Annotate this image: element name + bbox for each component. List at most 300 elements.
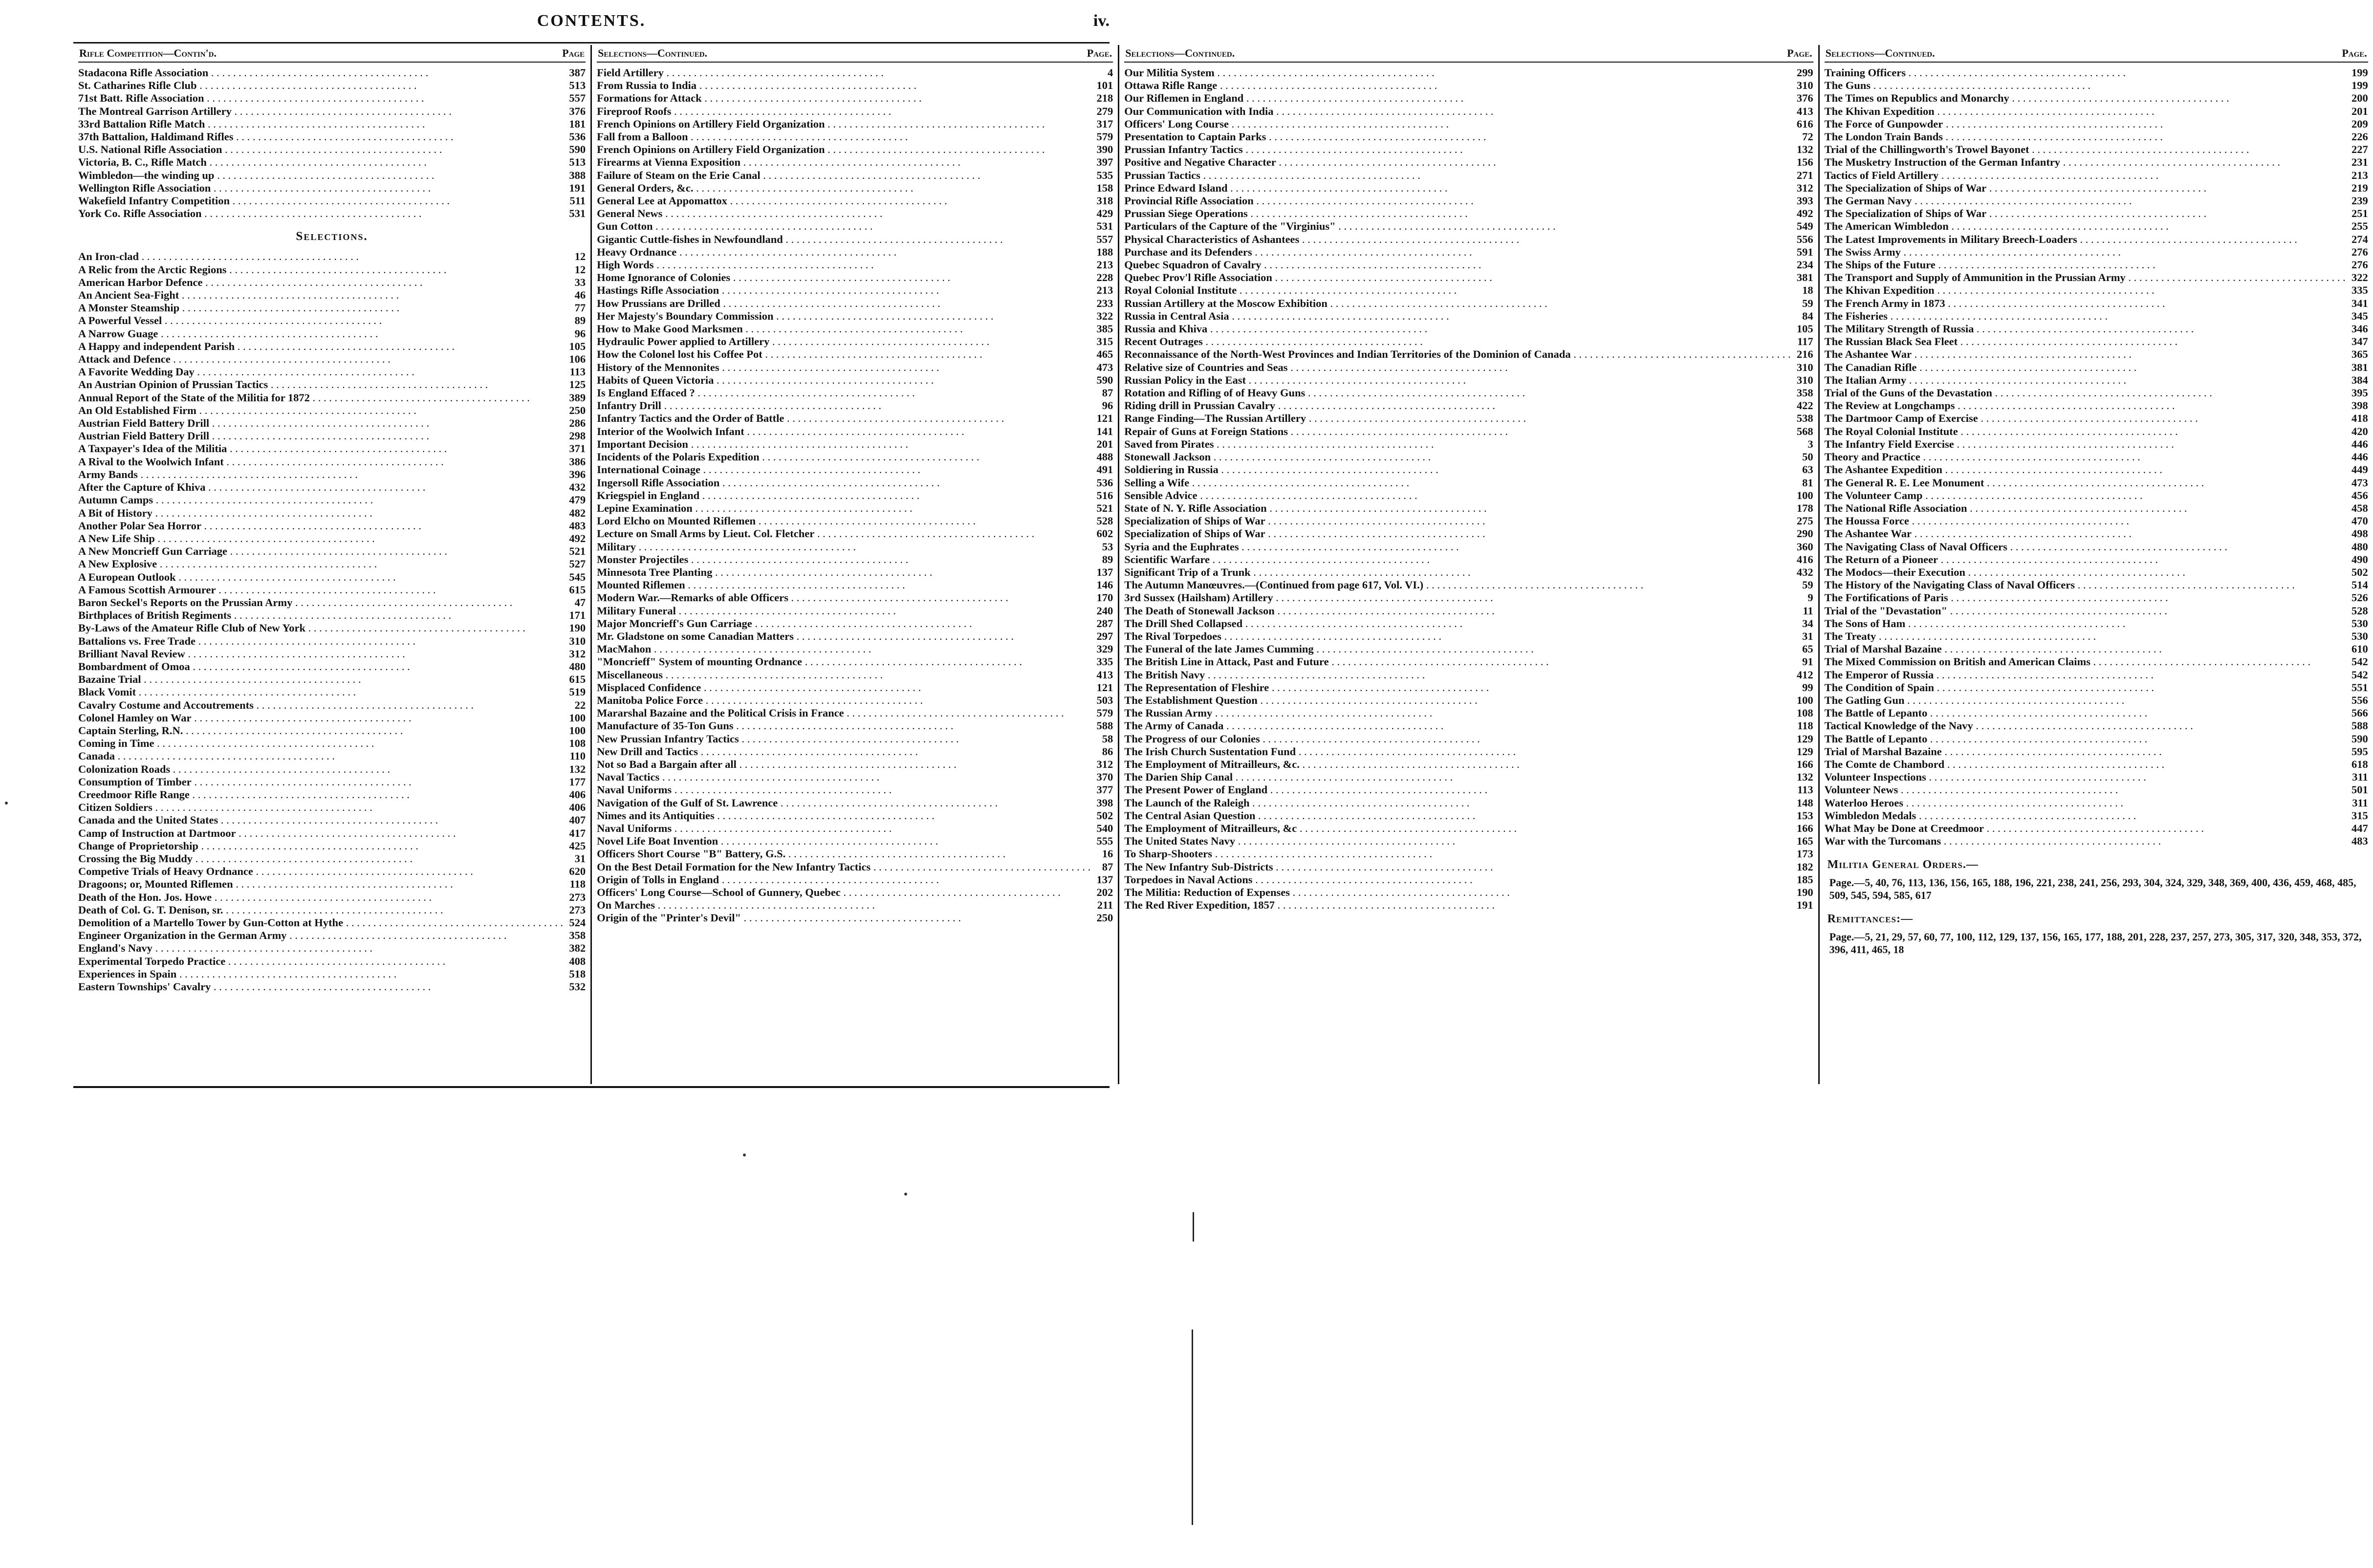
entry-page: 615 (569, 583, 586, 596)
entry-title: Major Moncrieff's Gun Carriage . . . (597, 617, 1090, 630)
contents-entry (1825, 605, 2368, 617)
contents-entry (1124, 848, 1813, 860)
entry-title: MacMahon . . . (597, 643, 1090, 655)
contents-entry (78, 520, 586, 532)
entry-page: 290 (1796, 527, 1813, 540)
contents-entry (597, 387, 1113, 399)
contents-entry (1825, 297, 2368, 310)
entry-page: 595 (2351, 745, 2368, 758)
contents-entry (78, 660, 586, 673)
entry-title: Trial of Marshal Bazaine . . . (1825, 643, 2346, 655)
contents-entry (1825, 66, 2368, 79)
entry-title: Her Majesty's Boundary Commission . . . (597, 310, 1090, 323)
entry-page: 219 (2351, 181, 2368, 194)
column-heading-title: Selections—Continued. (1125, 47, 1235, 59)
entry-title: The Review at Longchamps . . . (1825, 399, 2346, 412)
entry-title: "Moncrieff" System of mounting Ordnance . . . (597, 655, 1090, 668)
entry-title: The Rival Torpedoes . . . (1124, 630, 1790, 643)
entry-title: Crossing the Big Muddy . . . (78, 852, 563, 865)
entry-page: 146 (1096, 579, 1113, 591)
entry-page: 470 (2351, 515, 2368, 527)
entry-title: Specialization of Ships of War . . . (1124, 527, 1790, 540)
entry-title: A New Life Ship . . . (78, 532, 563, 545)
contents-entry (78, 571, 586, 584)
entry-page: 395 (2351, 387, 2368, 399)
entry-title: Colonel Hamley on War . . . (78, 712, 563, 724)
entry-page: 447 (2351, 822, 2368, 834)
entry-title: Black Vomit . . . (78, 686, 563, 698)
entry-page: 370 (1096, 771, 1113, 784)
entry-title: International Coinage . . . (597, 463, 1090, 476)
entry-title: Wellington Rifle Association . . . (78, 182, 563, 195)
section-title: Selections. (296, 230, 368, 243)
entry-title: 33rd Battalion Rifle Match . . . (78, 118, 563, 131)
contents-entry (1825, 451, 2368, 463)
entry-title: Selling a Wife . . . (1124, 477, 1790, 489)
entry-title: The London Train Bands . . . (1825, 131, 2346, 143)
contents-entry (1825, 527, 2368, 540)
entry-title: Trial of Marshal Bazaine . . . (1825, 745, 2346, 758)
entry-title: Wimbledon—the winding up . . . (78, 169, 563, 182)
entry-page: 406 (569, 801, 586, 814)
entry-page: 528 (1096, 515, 1113, 527)
entry-title: The Funeral of the late James Cumming . . . (1124, 643, 1790, 655)
contents-entry (1124, 527, 1813, 540)
entry-title: By-Laws of the Amateur Rifle Club of New York . . . (78, 622, 563, 634)
entry-page: 360 (1796, 540, 1813, 553)
entry-title: The Force of Gunpowder . . . (1825, 118, 2346, 131)
contents-entry (597, 143, 1113, 156)
entry-title: Habits of Queen Victoria . . . (597, 374, 1090, 387)
entry-page: 311 (2352, 771, 2368, 784)
entry-title: Ingersoll Rifle Association . . . (597, 477, 1090, 489)
entry-page: 227 (2351, 143, 2368, 156)
contents-entry (1825, 719, 2368, 732)
contents-entry (1124, 771, 1813, 784)
entry-title: The Volunteer Camp . . . (1825, 489, 2346, 502)
contents-entry (78, 207, 586, 220)
entry-page: 240 (1096, 604, 1113, 617)
entry-title: Waterloo Heroes . . . (1825, 797, 2346, 809)
entry-page: 188 (1096, 245, 1113, 258)
entry-page: 491 (1096, 463, 1113, 476)
contents-entry (1825, 169, 2368, 182)
entry-title: Lord Elcho on Mounted Riflemen . . . (597, 515, 1090, 527)
entry-page: 492 (569, 532, 586, 544)
entry-page: 387 (569, 66, 586, 79)
entry-page: 381 (2351, 361, 2368, 373)
entry-page: 132 (1796, 143, 1813, 156)
contents-entry (78, 340, 586, 353)
entry-page: 542 (2351, 668, 2368, 681)
contents-entry (1825, 489, 2368, 502)
entry-title: The Guns . . . (1825, 79, 2346, 92)
column-heading-title: Rifle Competition—Contin'd. (79, 47, 217, 59)
contents-entry (1124, 617, 1813, 630)
entry-page: 502 (1096, 809, 1113, 822)
entry-title: Range Finding—The Russian Artillery . . . (1124, 412, 1790, 425)
entry-page: 59 (1802, 579, 1813, 591)
entry-page: 312 (1096, 758, 1113, 770)
entry-title: Home Ignorance of Colonies . . . (597, 271, 1090, 284)
contents-entry (78, 468, 586, 481)
column-heading (597, 45, 1113, 63)
entry-title: High Words . . . (597, 259, 1090, 271)
entry-page: 46 (574, 289, 586, 302)
entry-title: The Establishment Question . . . (1124, 694, 1790, 707)
entry-page: 158 (1096, 181, 1113, 194)
entry-title: Infantry Drill . . . (597, 399, 1090, 412)
contents-entry (1124, 66, 1813, 79)
contents-entry (1825, 694, 2368, 707)
entry-title: The Representation of Fleshire . . . (1124, 681, 1790, 694)
entry-title: French Opinions on Artillery Field Organization . . . (597, 143, 1090, 156)
entry-page: 255 (2351, 220, 2368, 233)
entry-title: Provincial Rifle Association . . . (1124, 195, 1790, 207)
column-heading-title: Selections—Continued. (1825, 47, 1935, 59)
entry-page: 156 (1796, 156, 1813, 169)
entry-title: York Co. Rifle Association . . . (78, 207, 563, 220)
contents-entry (597, 719, 1113, 732)
entry-page: 273 (569, 903, 586, 916)
entry-page: 422 (1796, 399, 1813, 412)
entry-page: 101 (1096, 79, 1113, 92)
entry-title: The Fisheries . . . (1825, 310, 2346, 323)
entry-page: 106 (569, 353, 586, 366)
contents-entry (78, 481, 586, 494)
entry-title: The Comte de Chambord . . . (1825, 758, 2346, 771)
contents-entry (597, 66, 1113, 79)
entry-page: 9 (1807, 591, 1813, 604)
entry-title: Wimbledon Medals . . . (1825, 809, 2346, 822)
contents-entry (597, 797, 1113, 809)
entry-title: An Iron-clad . . . (78, 250, 563, 263)
entry-title: Trial of the "Devastation" . . . (1825, 605, 2346, 617)
contents-entry (78, 916, 586, 929)
entry-page: 579 (1096, 707, 1113, 719)
entry-page: 182 (1796, 860, 1813, 873)
entry-page: 393 (1796, 195, 1813, 207)
entry-title: The Ashantee War . . . (1825, 527, 2346, 540)
contents-entry (78, 763, 586, 776)
entry-page: 165 (1796, 835, 1813, 848)
contents-entry (597, 399, 1113, 412)
entry-title: The Darien Ship Canal . . . (1124, 771, 1790, 784)
entry-title: Rotation and Rifling of of Heavy Guns . . . (1124, 387, 1790, 399)
entry-title: The General R. E. Lee Monument . . . (1825, 477, 2346, 489)
contents-entry (1124, 118, 1813, 131)
entry-title: The Latest Improvements in Military Breech-Loaders . . . (1825, 233, 2346, 246)
entry-page: 108 (569, 737, 586, 750)
entry-page: 233 (1096, 297, 1113, 309)
entry-page: 417 (569, 827, 586, 839)
entry-title: Reconnaissance of the North-West Provinces and Indian Territories of the Dominion of Canada . . . (1124, 348, 1790, 361)
entry-page: 298 (569, 430, 586, 442)
contents-entry (1825, 425, 2368, 438)
entry-title: 71st Batt. Rifle Association . . . (78, 92, 563, 105)
entry-title: The British Navy . . . (1124, 669, 1790, 681)
contents-entry (78, 169, 586, 182)
entry-page: 521 (569, 545, 586, 558)
contents-entry (597, 451, 1113, 463)
entry-page: 84 (1802, 309, 1813, 322)
contents-entry (597, 463, 1113, 476)
entry-title: Colonization Roads . . . (78, 763, 563, 776)
entry-title: The Swiss Army . . . (1825, 246, 2346, 259)
contents-entry (78, 712, 586, 724)
entry-title: Torpedoes in Naval Actions . . . (1124, 873, 1790, 886)
entry-title: Our Communication with India . . . (1124, 105, 1790, 118)
entry-title: The New Infantry Sub-Districts . . . (1124, 861, 1790, 873)
entry-page: 390 (1096, 143, 1113, 156)
contents-entry (597, 477, 1113, 489)
entry-page: 588 (2351, 719, 2368, 732)
entry-page: 12 (574, 263, 586, 276)
contents-entry (1124, 233, 1813, 246)
entry-page: 213 (2351, 169, 2368, 181)
contents-entry (597, 707, 1113, 719)
entry-title: How the Colonel lost his Coffee Pot . . . (597, 348, 1090, 361)
contents-entry (1124, 707, 1813, 719)
entry-page: 329 (1096, 643, 1113, 655)
entry-title: The German Navy . . . (1825, 195, 2346, 207)
contents-entry (597, 374, 1113, 387)
entry-title: A New Moncrieff Gun Carriage . . . (78, 545, 563, 558)
entry-title: Captain Sterling, R.N. . . . (78, 724, 563, 737)
entry-title: Russian Artillery at the Moscow Exhibition . . . (1124, 297, 1790, 310)
entry-page: 99 (1802, 681, 1813, 694)
entry-title: Firearms at Vienna Exposition . . . (597, 156, 1090, 169)
entry-title: Manitoba Police Force . . . (597, 694, 1090, 707)
entry-page: 545 (569, 570, 586, 583)
entry-page: 311 (2352, 796, 2368, 809)
entry-page: 376 (569, 105, 586, 117)
contents-column (592, 45, 1119, 1084)
entry-title: Change of Proprietorship . . . (78, 840, 563, 852)
entry-page: 191 (569, 181, 586, 194)
entry-title: Mounted Riflemen . . . (597, 579, 1090, 591)
entry-page: 11 (1803, 604, 1813, 617)
contents-entry (1825, 617, 2368, 630)
entry-title: A European Outlook . . . (78, 571, 563, 584)
entry-title: A Rival to the Woolwich Infant . . . (78, 456, 563, 468)
entry-title: French Opinions on Artillery Field Organization . . . (597, 118, 1090, 131)
contents-entry (1825, 207, 2368, 220)
entry-title: Not so Bad a Bargain after all . . . (597, 758, 1090, 771)
entry-page: 519 (569, 686, 586, 698)
contents-entry (78, 392, 586, 404)
entry-title: Specialization of Ships of War . . . (1124, 515, 1790, 527)
entry-title: A Famous Scottish Armourer . . . (78, 584, 563, 596)
entry-title: The Central Asian Question . . . (1124, 809, 1790, 822)
entry-page: 526 (2351, 591, 2368, 604)
entry-page: 166 (1796, 758, 1813, 770)
entry-title: The French Army in 1873 . . . (1825, 297, 2346, 310)
contents-entry (1124, 451, 1813, 463)
entry-title: Minnesota Tree Planting . . . (597, 566, 1090, 579)
entry-page: 480 (2351, 540, 2368, 553)
entry-page: 590 (2351, 732, 2368, 745)
entry-title: Royal Colonial Institute . . . (1124, 284, 1790, 297)
contents-entry (1124, 220, 1813, 233)
entry-title: Monster Projectiles . . . (597, 553, 1090, 566)
entry-title: Birthplaces of British Regiments . . . (78, 609, 563, 622)
entry-title: New Drill and Tactics . . . (597, 745, 1090, 758)
entry-title: Stonewall Jackson . . . (1124, 451, 1790, 463)
contents-entry (597, 207, 1113, 220)
entry-title: Mr. Gladstone on some Canadian Matters . . . (597, 630, 1090, 643)
entry-title: The Launch of the Raleigh . . . (1124, 797, 1790, 809)
entry-page: 81 (1802, 476, 1813, 489)
contents-entry (1825, 284, 2368, 297)
entry-title: The Russian Army . . . (1124, 707, 1790, 719)
entry-page: 341 (2351, 297, 2368, 309)
entry-title: Fireproof Roofs . . . (597, 105, 1090, 118)
contents-entry (78, 865, 586, 878)
entry-title: The Autumn Manœuvres.—(Continued from page 617, Vol. VI.) . . . (1124, 579, 1790, 591)
contents-entry (1825, 143, 2368, 156)
entry-page: 315 (1096, 335, 1113, 348)
entry-page: 345 (2351, 309, 2368, 322)
contents-entry (597, 591, 1113, 604)
contents-entry (1825, 579, 2368, 591)
entry-page: 381 (1796, 271, 1813, 284)
entry-title: Volunteer Inspections . . . (1825, 771, 2346, 784)
entry-page: 473 (1096, 361, 1113, 373)
entry-page: 528 (2351, 604, 2368, 617)
entry-page: 132 (1796, 771, 1813, 784)
entry-title: What May be Done at Creedmoor . . . (1825, 822, 2346, 835)
entry-title: Creedmoor Rifle Range . . . (78, 788, 563, 801)
contents-entry (1124, 438, 1813, 451)
entry-page: 568 (1796, 425, 1813, 437)
contents-entry (1124, 655, 1813, 668)
entry-page: 376 (1796, 92, 1813, 105)
entry-title: Tactics of Field Artillery . . . (1825, 169, 2346, 182)
contents-entry (1825, 643, 2368, 655)
entry-title: The Return of a Pioneer . . . (1825, 553, 2346, 566)
contents-entry (597, 438, 1113, 451)
entry-title: War with the Turcomans . . . (1825, 835, 2346, 848)
contents-entry (1124, 246, 1813, 259)
entry-page: 418 (2351, 412, 2368, 425)
entry-page: 384 (2351, 373, 2368, 386)
contents-entry (1825, 387, 2368, 399)
entry-page: 170 (1096, 591, 1113, 604)
contents-entry (1124, 822, 1813, 835)
contents-entry (1124, 873, 1813, 886)
entry-title: Positive and Negative Character . . . (1124, 156, 1790, 169)
contents-entry (78, 545, 586, 558)
contents-entry (78, 840, 586, 852)
entry-page: 177 (569, 775, 586, 788)
contents-entry (597, 246, 1113, 259)
entry-page: 557 (569, 92, 586, 105)
entry-title: History of the Mennonites . . . (597, 361, 1090, 374)
entry-page: 100 (1796, 694, 1813, 706)
entry-page: 201 (1096, 437, 1113, 450)
entry-title: The Employment of Mitrailleurs, &c . . . (1124, 822, 1790, 835)
contents-entry (78, 814, 586, 827)
entry-title: The Condition of Spain . . . (1825, 681, 2346, 694)
entry-title: Scientific Warfare . . . (1124, 553, 1790, 566)
contents-entry (597, 899, 1113, 912)
entry-title: Navigation of the Gulf of St. Lawrence . . . (597, 797, 1090, 809)
contents-entry (1825, 195, 2368, 207)
entry-title: Our Riflemen in England . . . (1124, 92, 1790, 105)
contents-entry (78, 302, 586, 314)
contents-entry (1124, 733, 1813, 745)
entry-title: The Musketry Instruction of the German Infantry . . . (1825, 156, 2346, 169)
contents-entry (1825, 233, 2368, 246)
entry-title: The Houssa Force . . . (1825, 515, 2346, 527)
entry-title: The Italian Army . . . (1825, 374, 2346, 387)
entry-page: 234 (1796, 259, 1813, 271)
contents-entry (597, 655, 1113, 668)
contents-entry (1825, 681, 2368, 694)
contents-entry (78, 276, 586, 289)
contents-entry (78, 532, 586, 545)
contents-entry (78, 776, 586, 788)
entry-title: Misplaced Confidence . . . (597, 681, 1090, 694)
entry-page: 480 (569, 660, 586, 673)
entry-page: 413 (1096, 668, 1113, 681)
contents-entry (1825, 502, 2368, 515)
entry-title: Naval Uniforms . . . (597, 784, 1090, 796)
entry-title: After the Capture of Khiva . . . (78, 481, 563, 494)
entry-page: 100 (569, 724, 586, 737)
entry-page: 72 (1802, 131, 1813, 143)
entry-title: The Specialization of Ships of War . . . (1825, 207, 2346, 220)
entry-title: Cavalry Costume and Accoutrements . . . (78, 699, 563, 712)
entry-page: 89 (1102, 553, 1113, 566)
entry-title: Significant Trip of a Trunk . . . (1124, 566, 1790, 579)
entry-page: 274 (2351, 233, 2368, 245)
entry-page: 365 (2351, 348, 2368, 361)
entry-title: England's Navy . . . (78, 942, 563, 955)
contents-entry (1825, 374, 2368, 387)
entry-title: On Marches . . . (597, 899, 1090, 912)
contents-entry (1124, 745, 1813, 758)
contents-entry (1825, 412, 2368, 425)
entry-title: Eastern Townships' Cavalry . . . (78, 980, 563, 993)
entry-title: Gun Cotton . . . (597, 220, 1090, 233)
entry-page: 118 (1797, 719, 1813, 732)
entry-title: Russian Policy in the East . . . (1124, 374, 1790, 387)
contents-entry (1124, 463, 1813, 476)
bottom-rule (73, 1086, 1110, 1088)
entry-title: Army Bands . . . (78, 468, 563, 481)
entry-title: Quebec Squadron of Cavalry . . . (1124, 259, 1790, 271)
contents-entry (1124, 271, 1813, 284)
entry-page: 276 (2351, 259, 2368, 271)
entry-page: 346 (2351, 323, 2368, 335)
entry-title: Physical Characteristics of Ashantees . . . (1124, 233, 1790, 246)
entry-title: Engineer Organization in the German Army . . . (78, 929, 563, 942)
entry-page: 275 (1796, 515, 1813, 527)
contents-entry (597, 515, 1113, 527)
entry-page: 34 (1802, 617, 1813, 630)
entry-page: 425 (569, 839, 586, 852)
contents-entry (78, 182, 586, 195)
entry-page: 531 (569, 207, 586, 220)
entry-page: 58 (1102, 732, 1113, 745)
entry-page: 273 (569, 891, 586, 903)
entry-title: Prussian Siege Operations . . . (1124, 207, 1790, 220)
contents-entry (1124, 784, 1813, 796)
entry-title: Recent Outrages . . . (1124, 335, 1790, 348)
entry-page: 113 (1797, 784, 1813, 796)
